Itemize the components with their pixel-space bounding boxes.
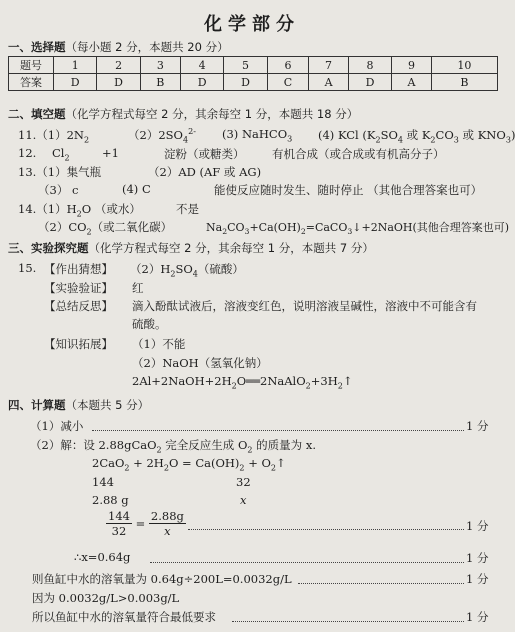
table-cell: D: [348, 74, 391, 91]
fraction-right-denominator: x: [164, 524, 171, 538]
score-label: 1 分: [466, 551, 489, 565]
subscript: 2: [270, 463, 277, 473]
table-cell: 10: [431, 57, 497, 74]
subscript: 2: [239, 463, 245, 473]
q11-number: 11.: [18, 128, 37, 142]
section-3-heading: [8, 240, 374, 256]
subscript: 2: [300, 227, 306, 237]
subscript: 4: [192, 269, 198, 279]
table-cell: 1: [54, 57, 97, 74]
subscript: 2: [231, 381, 237, 391]
table-cell: 4: [180, 57, 223, 74]
q11-answer-1: （1）2N: [36, 128, 84, 142]
q14-answer-3-rest: （或二氧化碳）: [91, 220, 173, 234]
table-cell: 5: [224, 57, 267, 74]
table-cell: B: [140, 74, 180, 91]
subscript: 2: [430, 135, 436, 145]
dotted-leader: [298, 583, 464, 584]
q13-answer-5: 能使反应随时发生、随时停止 （其他合理答案也可）: [214, 183, 483, 197]
ext-eq-2: O══2NaAlO: [236, 374, 306, 388]
extension-answer-2: （2）NaOH（氢氧化钠）: [132, 356, 268, 370]
subscript: 2: [337, 381, 343, 391]
q14-eq-2: CO: [227, 221, 245, 234]
reflection-line-2: 硫酸。: [132, 317, 167, 331]
result-comparison: 因为 0.0032g/L>0.003g/L: [32, 591, 180, 605]
score-label: 1 分: [466, 572, 489, 586]
dotted-leader: [92, 430, 464, 431]
section-2-note: （化学方程式每空 2 分，其余每空 1 分，本题共 18 分）: [65, 107, 359, 121]
q12-number: 12.: [18, 146, 37, 160]
section-1-note: （每小题 2 分，本题共 20 分）: [65, 40, 229, 54]
q14-answer-1: （1）H: [36, 202, 77, 216]
fraction-right: [149, 509, 186, 538]
label-reflection: 【总结反思】: [44, 299, 113, 313]
subscript: 2: [86, 227, 92, 237]
q15-number: 15.: [18, 261, 37, 275]
subscript: 2: [76, 209, 82, 219]
hypothesis-text-1: （2）H: [130, 262, 171, 276]
section-1-heading: [8, 39, 229, 55]
dotted-leader: [150, 562, 464, 563]
fraction-left-denominator: 32: [111, 524, 127, 538]
fraction-right-numerator: 2.88g: [150, 509, 184, 523]
molar-mass-2: 32: [236, 475, 251, 489]
q14-eq-1: Na: [206, 221, 223, 234]
section-1-title: 一、选择题: [8, 40, 66, 54]
q14-line: [18, 201, 141, 217]
row-label-answers: 答案: [9, 74, 54, 91]
q12-line: [18, 146, 36, 160]
q11-line: [18, 127, 89, 143]
q11-answer-3: [222, 127, 293, 144]
hypothesis-answer: [130, 261, 244, 277]
subscript: 3: [505, 135, 511, 145]
section-2-title: 二、填空题: [8, 107, 66, 121]
subscript: 2: [124, 463, 130, 473]
superscript: 2-: [188, 127, 196, 137]
subscript: 2: [170, 269, 176, 279]
reaction-eq-4: + O: [244, 456, 271, 470]
q11-answer-4-co: CO: [435, 128, 454, 142]
q14-answer-3-text: （2）CO: [38, 220, 87, 234]
q14-answer-2: 不是: [176, 202, 199, 216]
q16-part-2-b: 完全反应生成 O: [161, 438, 248, 452]
result-conclusion: 所以鱼缸中水的溶氧量符合最低要求: [32, 610, 216, 624]
section-4-title: 四、计算题: [8, 398, 66, 412]
q16-part-2-c: 的质量为 x.: [252, 438, 316, 452]
q12-answer-2: +1: [102, 146, 119, 160]
unknown-mass: x: [240, 493, 247, 507]
section-4-heading: [8, 397, 149, 413]
q12-answer-4: 有机合成（或合成或有机高分子）: [272, 147, 445, 161]
q11-answer-2: [128, 127, 196, 143]
subscript: 2: [84, 135, 90, 145]
fraction-left: [106, 509, 132, 538]
equals-sign: =: [135, 516, 146, 531]
table-cell: A: [392, 74, 432, 91]
proportion: [106, 509, 186, 538]
score-label: 1 分: [466, 610, 489, 624]
table-cell: B: [431, 74, 497, 91]
subscript: 2: [64, 153, 70, 163]
table-row-answers: [9, 74, 498, 91]
q11-answer-4-so: SO: [380, 128, 398, 142]
q16-part-2: [30, 437, 316, 453]
q11-answer-4: [318, 127, 515, 143]
label-hypothesis: 【作出猜想】: [44, 262, 113, 276]
answer-table: [8, 56, 498, 91]
q11-answer-2-text: （2）2SO: [128, 128, 183, 142]
table-cell: 7: [309, 57, 349, 74]
score-label: 1 分: [466, 419, 489, 433]
verification-answer: 红: [132, 281, 144, 295]
q14-eq-5: ↓+2NaOH(其他合理答案也可): [352, 221, 510, 234]
score-label: 1 分: [466, 519, 489, 533]
q14-answer-1-rest: O （或水）: [81, 202, 141, 216]
section-3-note: （化学方程式每空 2 分，其余每空 1 分，本题共 7 分）: [88, 241, 374, 255]
subscript: 3: [287, 134, 293, 144]
section-4-note: （本题共 5 分）: [65, 398, 150, 412]
q16-part-2-a: （2）解：设 2.88gCaO: [30, 438, 157, 452]
dotted-leader: [232, 621, 464, 622]
subscript: 2: [156, 445, 162, 455]
q11-answer-4-close: ): [510, 128, 515, 142]
subscript: 2: [163, 463, 169, 473]
q16-part-1: （1）减小: [30, 419, 84, 433]
reaction-eq-5: ↑: [276, 456, 286, 470]
given-mass: 2.88 g: [92, 493, 129, 507]
ext-eq-3: +3H: [310, 374, 338, 388]
subscript: 4: [397, 135, 404, 145]
reaction-equation: [92, 456, 286, 473]
reaction-eq-3: O = Ca(OH): [168, 456, 240, 470]
table-cell: 3: [140, 57, 180, 74]
table-cell: 9: [392, 57, 432, 74]
q11-answer-4-kno: 或 KNO: [458, 128, 506, 142]
label-verification: 【实验验证】: [44, 281, 113, 295]
subscript: 2: [222, 227, 228, 237]
dotted-leader: [188, 529, 464, 530]
table-cell: 8: [348, 57, 391, 74]
hypothesis-text-3: （硫酸）: [197, 262, 244, 276]
q13-number: 13.: [18, 165, 37, 179]
q12-answer-3: 淀粉（或糖类）: [164, 147, 245, 161]
q11-answer-4-or: 或 K: [403, 128, 431, 142]
q13-answer-4: (4) C: [122, 182, 151, 196]
q14-eq-3: +Ca(OH): [249, 221, 301, 234]
page-title: 化学部分: [204, 14, 300, 35]
reaction-eq-2: + 2H: [129, 456, 164, 470]
q13-answer-2: （2）AD (AF 或 AG): [148, 165, 262, 179]
subscript: 2: [375, 135, 381, 145]
table-cell: D: [224, 74, 267, 91]
subscript: 4: [182, 135, 189, 145]
table-cell: C: [267, 74, 309, 91]
table-cell: D: [54, 74, 97, 91]
q12-answer-1-text: Cl: [52, 146, 65, 160]
table-row-numbers: [9, 57, 498, 74]
row-label-numbers: 题号: [9, 57, 54, 74]
table-cell: 6: [267, 57, 309, 74]
result-x: ∴x=0.64g: [74, 550, 131, 564]
extension-equation: [132, 374, 353, 391]
q14-answer-3: [38, 219, 172, 235]
ext-eq-1: 2Al+2NaOH+2H: [132, 374, 232, 388]
table-cell: A: [309, 74, 349, 91]
q13-answer-1: （1）集气瓶: [36, 165, 102, 179]
reaction-eq-1: 2CaO: [92, 456, 125, 470]
section-3-title: 三、实验探究题: [8, 241, 89, 255]
subscript: 3: [244, 227, 250, 237]
molar-mass-1: 144: [92, 475, 114, 489]
q11-answer-4-text: (4) KCl (K: [318, 128, 376, 142]
hypothesis-text-2: SO: [175, 262, 193, 276]
q13-answer-3: （3） c: [38, 183, 79, 197]
result-concentration: 则鱼缸中水的溶氧量为 0.64g÷200L=0.0032g/L: [32, 572, 292, 586]
table-cell: 2: [97, 57, 140, 74]
table-cell: D: [97, 74, 140, 91]
q14-number: 14.: [18, 202, 37, 216]
subscript: 2: [247, 445, 253, 455]
section-2-heading: [8, 106, 358, 122]
subscript: 2: [305, 381, 311, 391]
subscript: 3: [347, 227, 353, 237]
q14-answer-4: [206, 219, 509, 235]
table-cell: D: [180, 74, 223, 91]
label-extension: 【知识拓展】: [44, 337, 113, 351]
subscript: 3: [453, 135, 459, 145]
q13-line: [18, 164, 101, 180]
q11-answer-3-text: (3) NaHCO: [222, 127, 288, 141]
ext-eq-4: ↑: [342, 374, 353, 388]
reflection-line-1: 滴入酚酞试液后，溶液变红色，说明溶液呈碱性，溶液中不可能含有: [132, 299, 477, 313]
fraction-left-numerator: 144: [108, 509, 130, 523]
q14-eq-4: =CaCO: [305, 221, 348, 234]
q12-answer-1: [52, 146, 70, 163]
extension-answer-1: （1）不能: [132, 337, 186, 351]
